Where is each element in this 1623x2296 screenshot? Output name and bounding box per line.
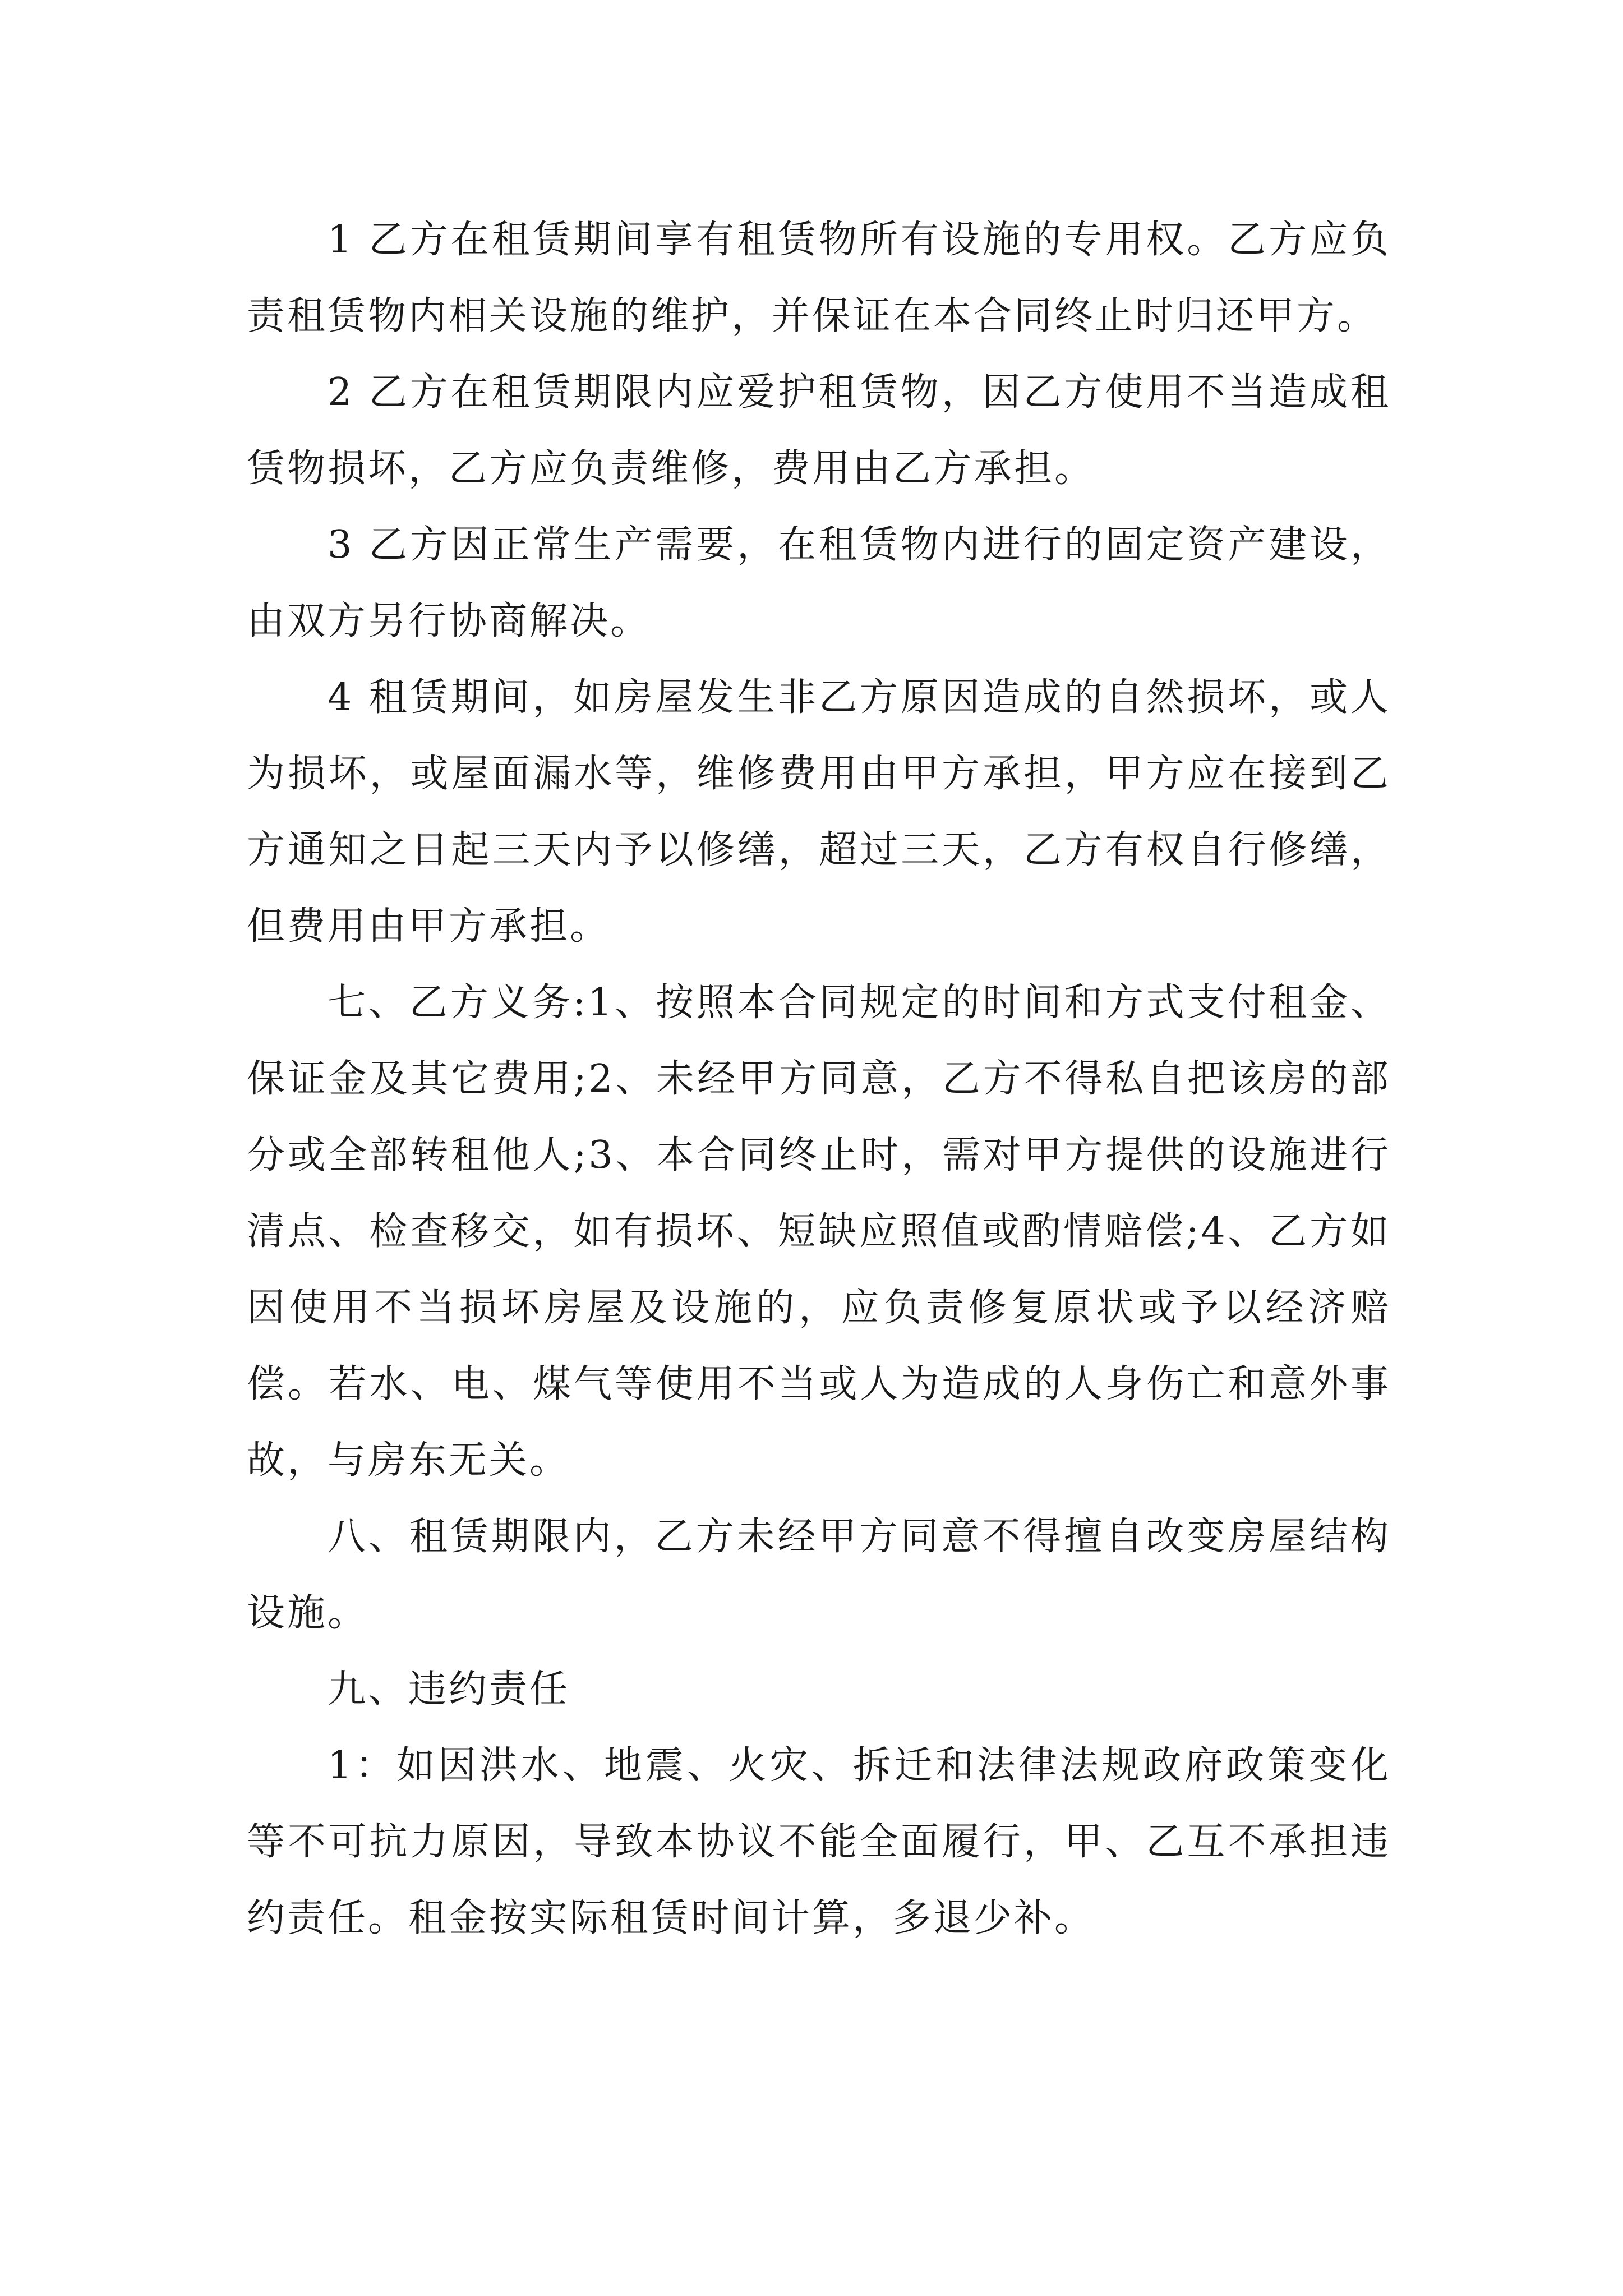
paragraph-natural-damage: 4 租赁期间，如房屋发生非乙方原因造成的自然损坏，或人为损坏，或屋面漏水等，维修费用由甲方承担，甲方应在接到乙方通知之日起三天内予以修缮，超过三天，乙方有权自行修缮，但费用由甲方承担。 bbox=[247, 675, 1391, 949]
paragraph-fixed-asset-construction: 3 乙方因正常生产需要，在租赁物内进行的固定资产建设，由双方另行协商解决。 bbox=[247, 523, 1391, 643]
section-heading-breach-liability: 九、违约责任 bbox=[328, 1667, 570, 1711]
paragraph-damage-repair: 2 乙方在租赁期限内应爱护租赁物，因乙方使用不当造成租赁物损坏，乙方应负责维修，费用由乙方承担。 bbox=[247, 370, 1391, 491]
paragraph-tenant-obligations: 七、乙方义务:1、按照本合同规定的时间和方式支付租金、保证金及其它费用;2、未经甲方同意，乙方不得私自把该房的部分或全部转租他人;3、本合同终止时，需对甲方提供的设施进行清点、检查移交，如有损坏、短缺应照值或酌情赔偿;4、乙方如因使用不当损坏房屋及设施的，应负责修复原状或予以经济赔偿。若水、电、煤气等使用不当或人为造成的人身伤亡和意外事故，与房东无关。 bbox=[247, 981, 1391, 1483]
paragraph-structure-change: 八、租赁期限内，乙方未经甲方同意不得擅自改变房屋结构设施。 bbox=[247, 1515, 1391, 1635]
paragraph-force-majeure: 1：如因洪水、地震、火灾、拆迁和法律法规政府政策变化等不可抗力原因，导致本协议不能全面履行，甲、乙互不承担违约责任。租金按实际租赁时间计算，多退少补。 bbox=[247, 1743, 1391, 1940]
paragraph-facility-use-rights: 1 乙方在租赁期间享有租赁物所有设施的专用权。乙方应负责租赁物内相关设施的维护，并保证在本合同终止时归还甲方。 bbox=[247, 218, 1391, 338]
document-body bbox=[247, 202, 1391, 1957]
